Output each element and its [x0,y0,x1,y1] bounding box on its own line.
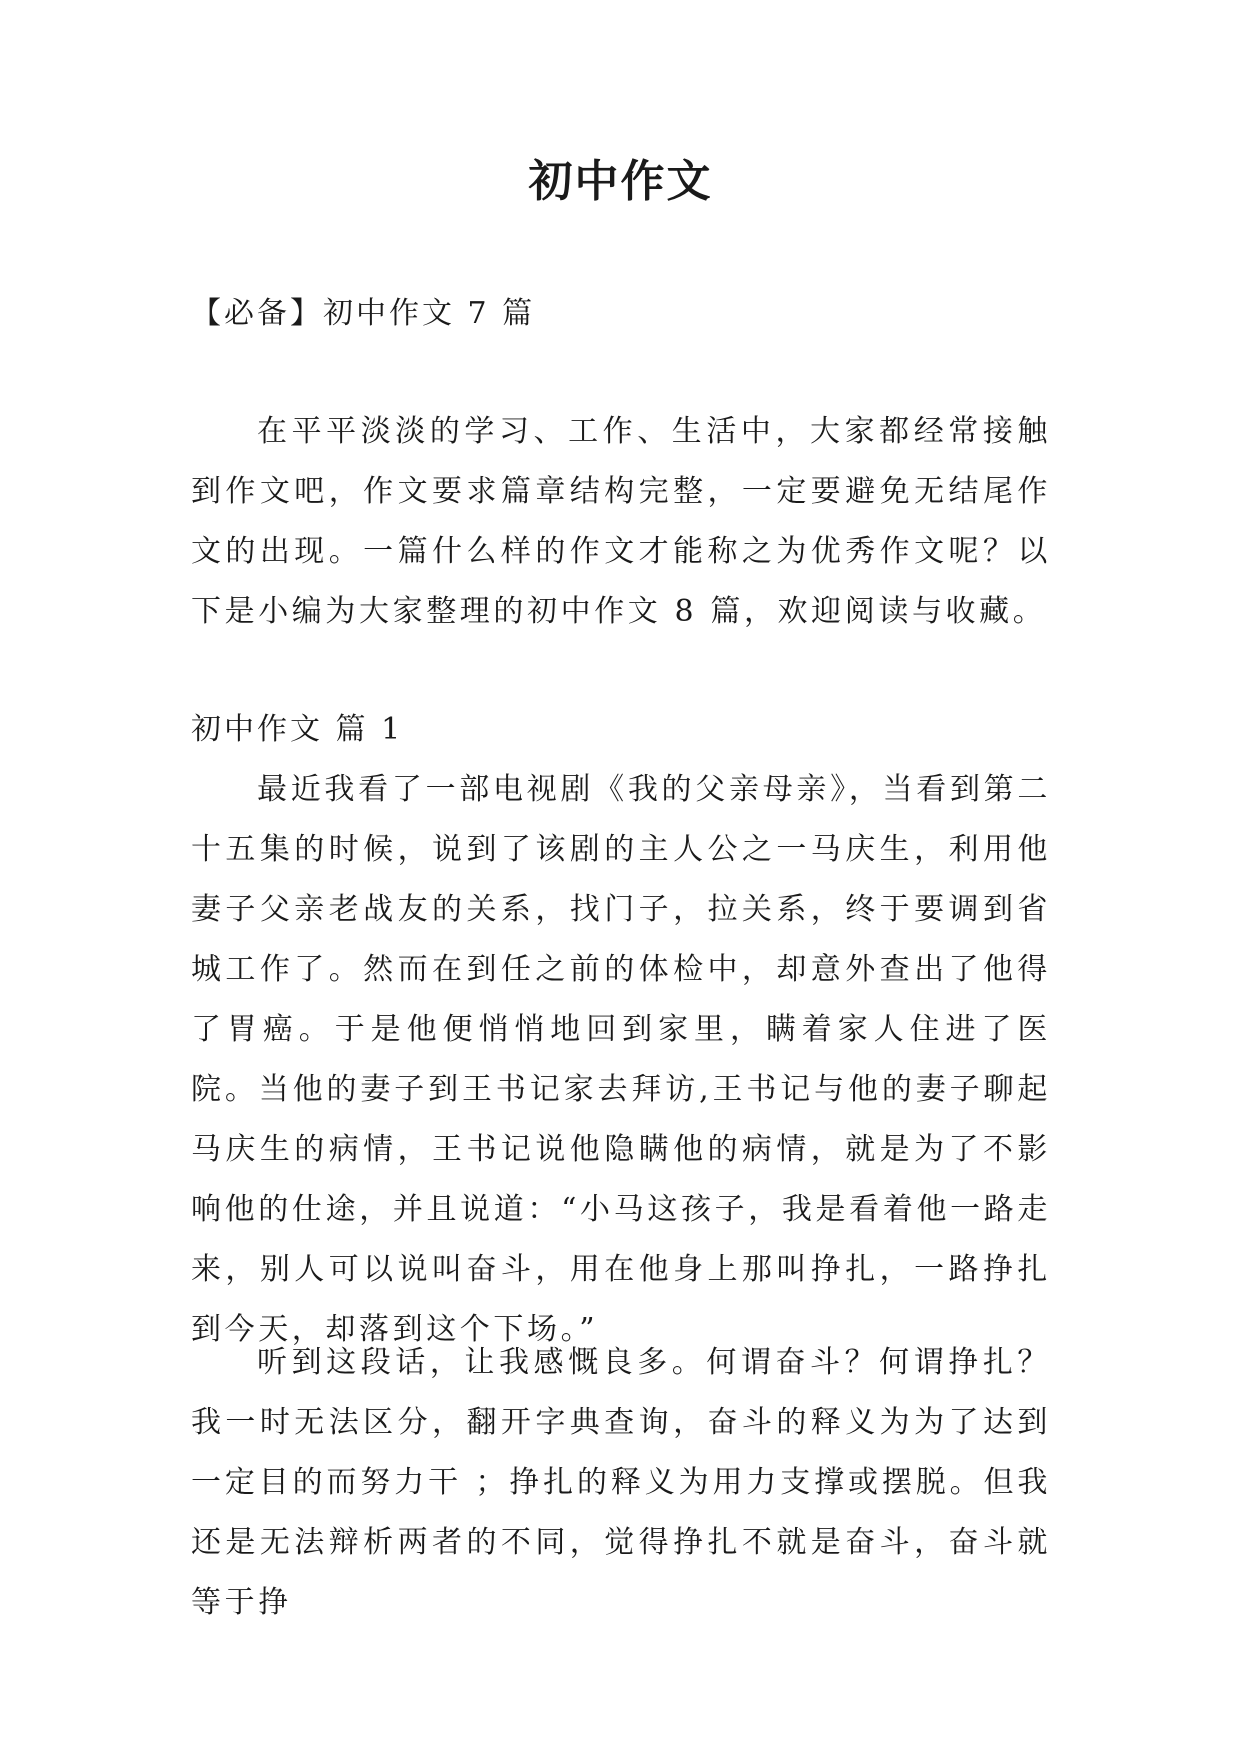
body-paragraph: 最近我看了一部电视剧《我的父亲母亲》，当看到第二十五集的时候，说到了该剧的主人公之一马庆生，利用他妻子父亲老战友的关系，找门子，拉关系，终于要调到省城工作了。然而在到任之前的体检中，却意外查出了他得了胃癌。于是他便悄悄地回到家里，瞒着家人住进了医院。当他的妻子到王书记家去拜访,王书记与他的妻子聊起马庆生的病情，王书记说他隐瞒他的病情，就是为了不影响他的仕途，并且说道：“小马这孩子，我是看着他一路走来，别人可以说叫奋斗，用在他身上那叫挣扎，一路挣扎到今天，却落到这个下场。” [191,772,1051,1347]
document-subtitle: 【必备】初中作文 7 篇 [191,296,536,331]
section-heading: 初中作文 篇 1 [191,712,404,747]
intro-paragraph: 在平平淡淡的学习、工作、生活中，大家都经常接触到作文吧，作文要求篇章结构完整，一定要避免无结尾作文的出现。一篇什么样的作文才能称之为优秀作文呢？以下是小编为大家整理的初中作文 8 篇，欢迎阅读与收藏。 [191,414,1051,629]
body-paragraph: 听到这段话，让我感慨良多。何谓奋斗？何谓挣扎？我一时无法区分，翻开字典查询，奋斗的释义为为了达到一定目的而努力干 ；挣扎的释义为用力支撑或摆脱。但我还是无法辩析两者的不同，觉得挣扎不就是奋斗，奋斗就等于挣 [191,1345,1051,1620]
document-title: 初中作文 [528,156,713,207]
